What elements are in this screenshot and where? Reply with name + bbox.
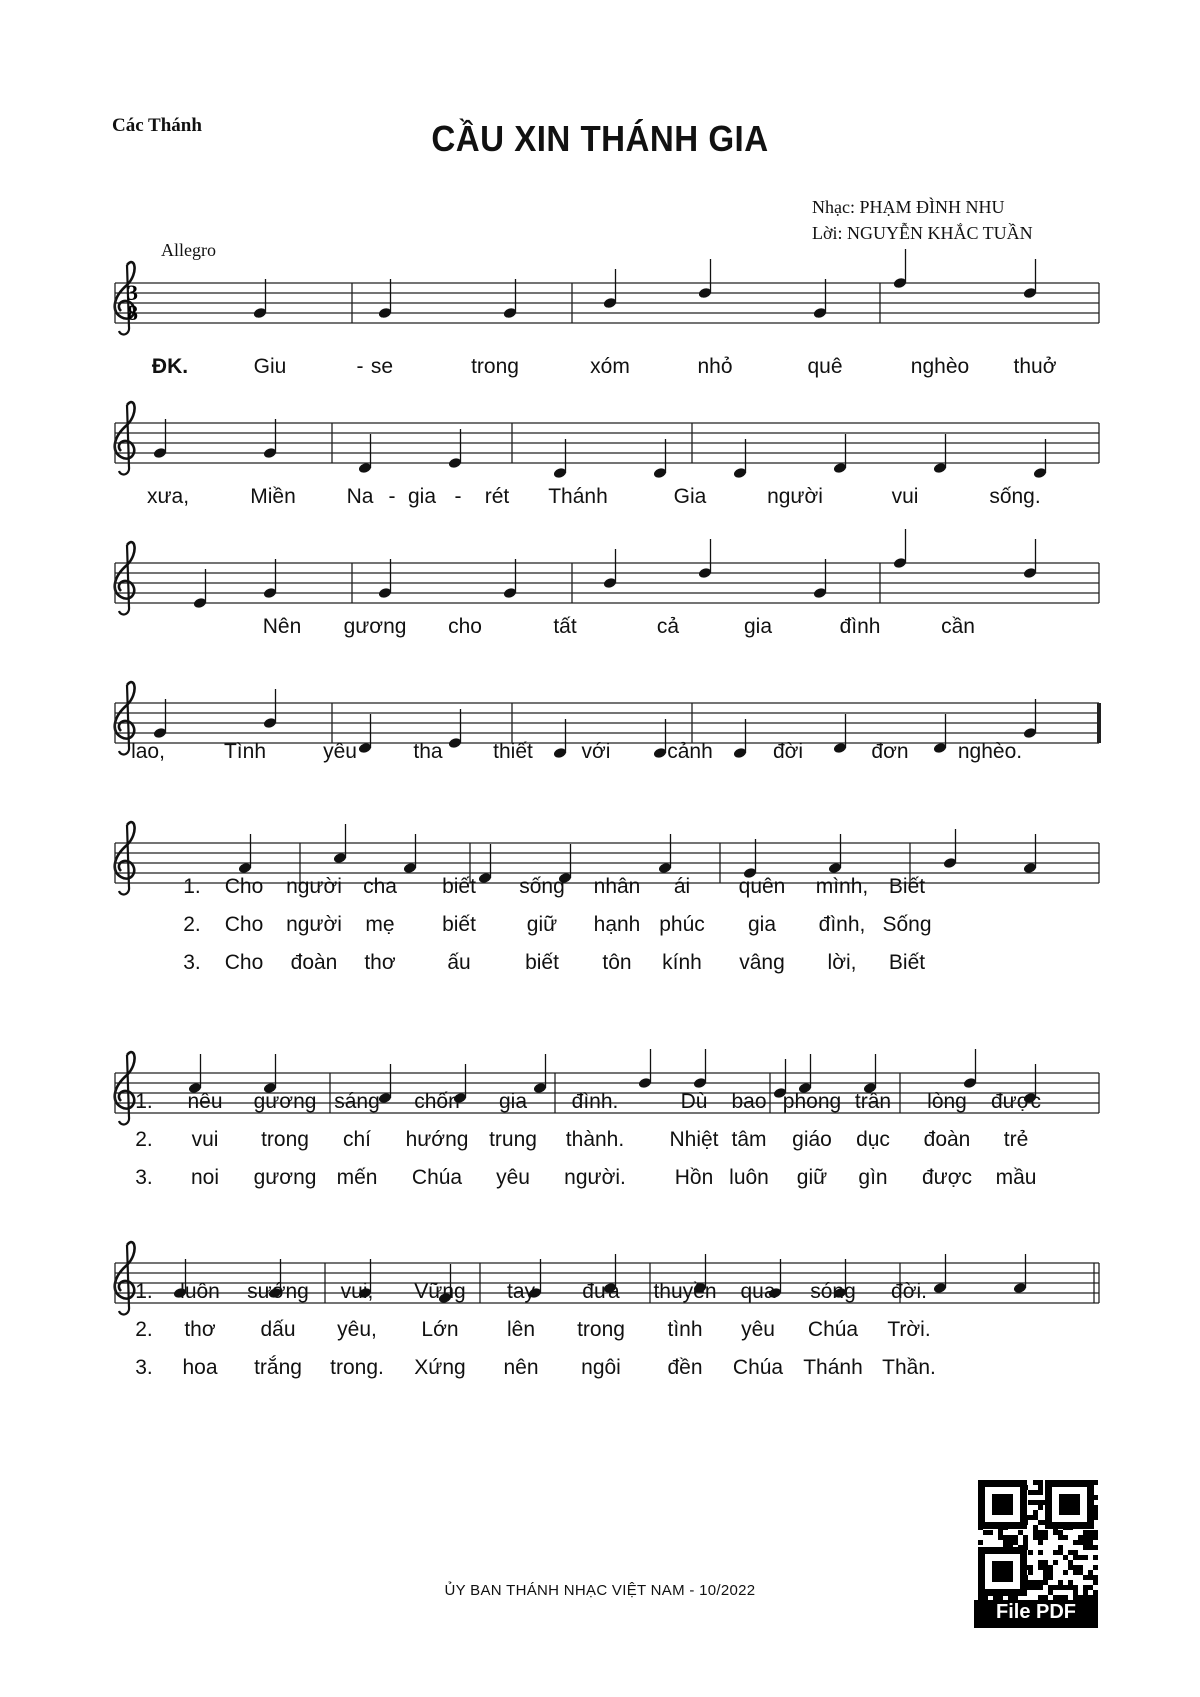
lyric-syllable: trẻ [1003, 1128, 1029, 1151]
footer-publisher: ỦY BAN THÁNH NHẠC VIỆT NAM - 10/2022 [444, 1582, 756, 1599]
lyric-syllable: sướng [247, 1280, 309, 1303]
lyric-syllable: 1. [183, 875, 201, 898]
lyric-syllable: Lớn [421, 1318, 459, 1341]
lyric-syllable: nêu [187, 1090, 223, 1113]
lyric-syllable: dấu [260, 1318, 296, 1341]
lyric-syllable: đình, [818, 913, 866, 936]
lyric-syllable: 2. [135, 1128, 153, 1151]
lyric-syllable: ngôi [581, 1356, 621, 1379]
lyric-syllable: chốn [414, 1090, 460, 1113]
lyric-syllable: ấu [447, 951, 471, 974]
staff-system [115, 249, 1099, 334]
lyric-syllable: sáng [334, 1090, 380, 1113]
lyric-syllable: luôn [729, 1166, 769, 1189]
lyric-syllable: qua [740, 1280, 776, 1303]
lyric-syllable: nghèo [910, 355, 970, 378]
lyric-syllable: quê [807, 355, 843, 378]
lyric-syllable: tôn [602, 951, 632, 974]
lyric-syllable: phúc [659, 913, 705, 936]
lyric-syllable: mầu [995, 1166, 1037, 1189]
lyric-syllable: thành. [565, 1128, 625, 1151]
lyric-syllable: hạnh [593, 913, 641, 936]
tempo-marking: Allegro [161, 240, 216, 260]
lyric-syllable: ái [673, 875, 691, 898]
lyric-syllable: 3. [135, 1166, 153, 1189]
lyric-syllable: Thánh [803, 1356, 863, 1379]
staff-system [115, 402, 1099, 479]
lyric-syllable: Sống [882, 913, 932, 936]
lyric-syllable: Thánh [548, 485, 608, 508]
lyric-syllable: trung [489, 1128, 537, 1151]
lyric-syllable: tâm [731, 1128, 767, 1151]
lyric-syllable: 2. [135, 1318, 153, 1341]
lyric-syllable: Nhiệt [669, 1128, 719, 1151]
lyric-syllable: 3. [183, 951, 201, 974]
lyric-syllable: sống [519, 875, 565, 898]
treble-clef-icon [115, 1242, 135, 1314]
lyric-syllable: kính [662, 951, 702, 974]
lyric-syllable: lòng [927, 1090, 967, 1113]
lyric-syllable: gương [253, 1090, 317, 1113]
lyric-syllable: đình. [571, 1090, 619, 1113]
lyric-syllable: hoa [182, 1356, 218, 1379]
lyric-syllable: vui [191, 1128, 219, 1151]
lyric-syllable: đời. [891, 1280, 927, 1303]
lyric-syllable: mến [336, 1166, 378, 1189]
lyric-syllable: lao, [131, 740, 165, 763]
lyric-syllable: tha [413, 740, 443, 763]
qr-pattern-icon [974, 1476, 1098, 1600]
lyric-syllable: thơ [364, 951, 396, 974]
treble-clef-icon [115, 822, 135, 894]
lyric-syllable: Dù [680, 1090, 708, 1113]
lyric-syllable: gia [747, 913, 777, 936]
lyric-syllable: trong [261, 1128, 309, 1151]
lyric-syllable: đền [667, 1356, 703, 1379]
lyric-syllable: luôn [180, 1280, 220, 1303]
lyric-syllable: Biết [888, 875, 926, 898]
lyric-syllable: Nên [262, 615, 302, 638]
lyric-syllable: gia [743, 615, 773, 638]
lyric-syllable: 1. [135, 1280, 153, 1303]
time-signature-bottom: 8 [127, 300, 138, 325]
lyric-syllable: được [990, 1090, 1042, 1113]
lyric-syllable: đơn [871, 740, 909, 763]
lyric-syllable: gìn [858, 1166, 888, 1189]
lyric-syllable: Giu [253, 355, 287, 378]
lyric-syllable: giữ [796, 1166, 828, 1189]
lyric-syllable: Na [346, 485, 374, 508]
lyric-syllable: mình, [815, 875, 869, 898]
lyric-syllable: nên [503, 1356, 539, 1379]
lyric-syllable: trong [577, 1318, 625, 1341]
lyric-syllable: đình [839, 615, 881, 638]
lyric-syllable: giáo [792, 1128, 832, 1151]
lyric-syllable: Trời. [887, 1318, 931, 1341]
treble-clef-icon [115, 1052, 135, 1124]
lyric-syllable: thuyền [653, 1280, 717, 1303]
lyric-syllable: cho [448, 615, 482, 638]
lyric-syllable: yêu [496, 1166, 530, 1189]
lyric-syllable: thuở [1013, 355, 1057, 378]
lyric-syllable: trần [854, 1090, 892, 1113]
lyric-syllable: dục [856, 1128, 890, 1151]
lyric-syllable: biết [442, 875, 476, 898]
lyric-syllable: được [921, 1166, 973, 1189]
lyric-syllable: xóm [590, 355, 630, 378]
lyric-syllable: Xứng [414, 1356, 466, 1379]
lyric-syllable: người [286, 913, 342, 936]
lyric-syllable: trong. [330, 1356, 384, 1379]
lyric-syllable: Tình [223, 740, 267, 763]
lyric-syllable: gia [498, 1090, 528, 1113]
lyric-syllable: nhỏ [697, 355, 733, 378]
lyric-syllable: sóng [810, 1280, 856, 1303]
lyric-syllable: biết [525, 951, 559, 974]
lyric-syllable: tình [667, 1318, 703, 1341]
lyric-syllable: Biết [888, 951, 926, 974]
lyric-syllable: Thần. [882, 1356, 936, 1379]
lyric-syllable: Miền [250, 485, 296, 508]
lyric-syllable: người. [564, 1166, 626, 1189]
lyric-syllable: tay [506, 1280, 536, 1303]
lyric-syllable: yêu [741, 1318, 775, 1341]
lyric-syllable: cả [656, 615, 680, 638]
refrain-label: ĐK. [151, 355, 189, 378]
lyric-syllable: biết [442, 913, 476, 936]
lyric-syllable: đưa [582, 1280, 620, 1303]
lyric-syllable: người [286, 875, 342, 898]
lyric-syllable: sống. [989, 485, 1041, 508]
lyric-syllable: - [454, 485, 462, 508]
lyric-syllable: Gia [673, 485, 707, 508]
lyric-syllable: Cho [224, 951, 264, 974]
lyric-syllable: noi [190, 1166, 220, 1189]
lyric-syllable: gương [343, 615, 407, 638]
lyric-syllable: Cho [224, 913, 264, 936]
lyric-syllable: xưa, [146, 485, 190, 508]
lyric-syllable: vui, [340, 1280, 374, 1303]
lyric-syllable: người [767, 485, 823, 508]
qr-code[interactable] [974, 1476, 1098, 1628]
song-title: CẦU XIN THÁNH GIA [431, 118, 769, 159]
lyric-syllable: với [581, 740, 611, 763]
lyric-syllable: đoàn [923, 1128, 971, 1151]
lyric-syllable: trong [471, 355, 519, 378]
lyric-syllable: giữ [526, 913, 558, 936]
lyric-syllable: phong [782, 1090, 842, 1113]
lyric-syllable: Cho [224, 875, 264, 898]
lyric-syllable: Vững [414, 1280, 466, 1303]
lyric-syllable: đoàn [290, 951, 338, 974]
lyric-syllable: chí [342, 1128, 372, 1151]
time-signature-top: 3 [127, 280, 138, 305]
lyrics-credit: Lời: NGUYỄN KHẮC TUẦN [812, 223, 1033, 243]
lyric-syllable: cha [363, 875, 397, 898]
lyric-syllable: vui [891, 485, 919, 508]
lyric-syllable: trắng [254, 1356, 302, 1379]
lyric-syllable: gia [407, 485, 437, 508]
qr-label: File PDF [995, 1601, 1076, 1623]
lyric-syllable: hướng [405, 1128, 469, 1151]
lyric-syllable: mẹ [365, 913, 395, 936]
lyric-syllable: nghèo. [957, 740, 1023, 763]
lyric-syllable: thiết [493, 740, 533, 763]
lyric-syllable: nhân [593, 875, 641, 898]
lyric-syllable: lên [506, 1318, 536, 1341]
lyric-syllable: Chúa [732, 1356, 784, 1379]
lyric-syllable: cần [941, 615, 975, 638]
lyric-syllable: Chúa [807, 1318, 859, 1341]
lyric-syllable: đời [772, 740, 804, 763]
lyric-syllable: lời, [827, 951, 857, 974]
treble-clef-icon [115, 402, 135, 474]
staff-system [115, 529, 1099, 614]
lyric-syllable: 3. [135, 1356, 153, 1379]
lyric-syllable: - [356, 355, 364, 378]
lyric-syllable: gương [253, 1166, 317, 1189]
lyric-syllable: bao [731, 1090, 767, 1113]
lyric-syllable: vâng [739, 951, 785, 974]
treble-clef-icon [115, 542, 135, 614]
lyric-syllable: 2. [183, 913, 201, 936]
lyric-syllable: yêu [323, 740, 357, 763]
lyric-syllable: - [388, 485, 396, 508]
lyric-syllable: Hồn [674, 1166, 714, 1189]
lyric-syllable: Chúa [411, 1166, 463, 1189]
music-credit: Nhạc: PHẠM ĐÌNH NHU [812, 197, 1005, 217]
lyric-syllable: cảnh [667, 740, 713, 763]
lyric-syllable: quên [738, 875, 786, 898]
lyric-syllable: tất [553, 615, 577, 638]
lyric-syllable: rét [484, 485, 510, 508]
lyric-syllable: se [370, 355, 394, 378]
lyric-syllable: 1. [135, 1090, 153, 1113]
category-label: Các Thánh [112, 115, 202, 136]
lyric-syllable: thơ [184, 1318, 216, 1341]
lyric-syllable: yêu, [337, 1318, 377, 1341]
